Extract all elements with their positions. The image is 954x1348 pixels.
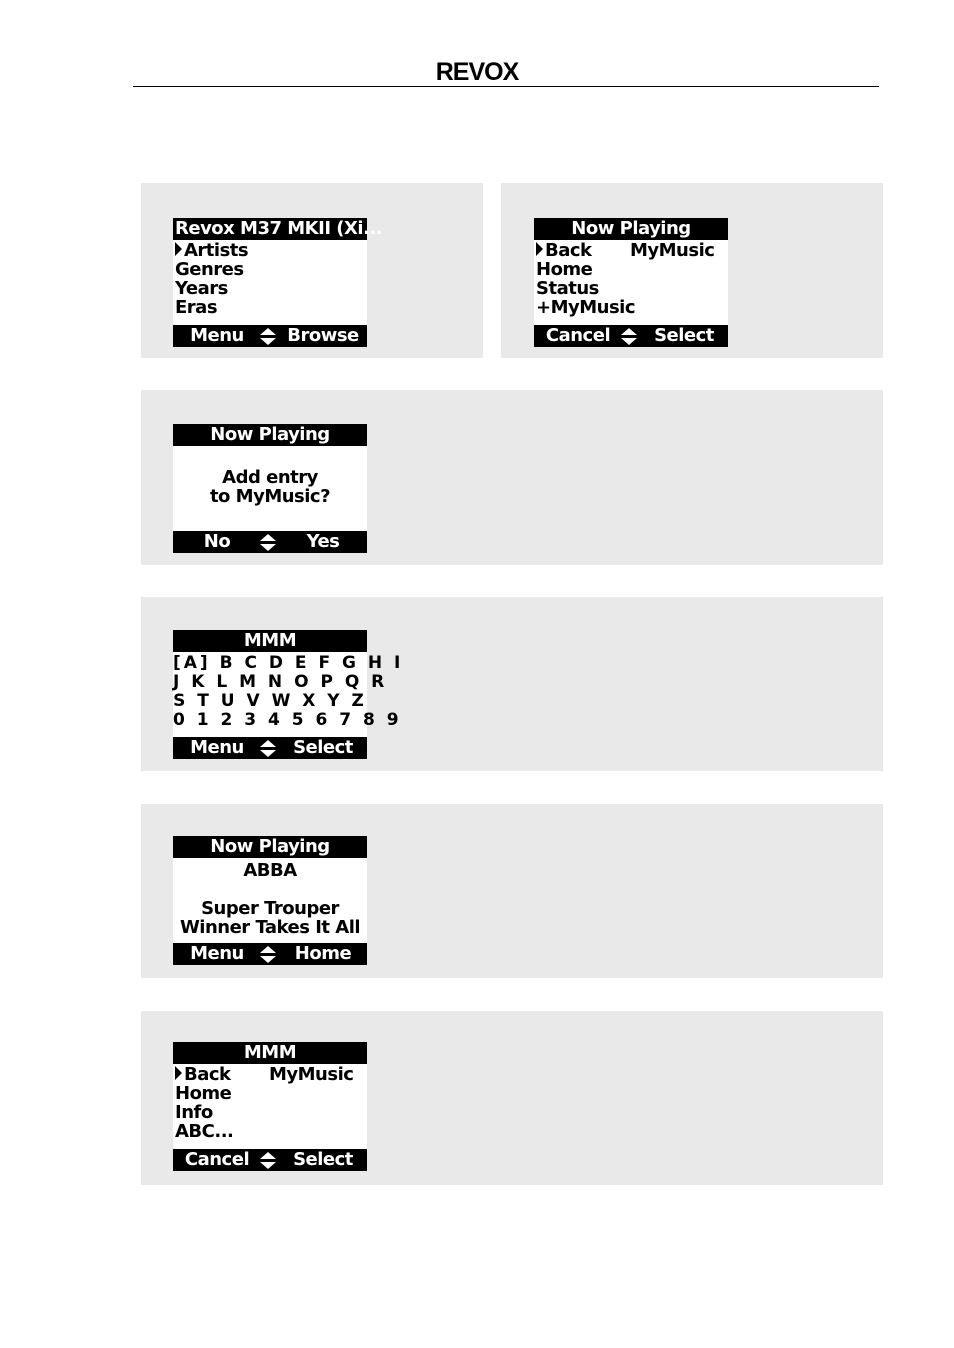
- lcd-screen-mmm-menu: [173, 1042, 367, 1171]
- menu-item-years: Years: [175, 278, 228, 299]
- menu-item-home: Home: [536, 259, 593, 280]
- header-rule: [133, 86, 879, 87]
- menu-item-back: Back MyMusic: [175, 1065, 233, 1084]
- artist-name: ABBA: [243, 860, 297, 881]
- keyboard-row-1: [A] B C D E F G H I: [173, 653, 404, 673]
- softkey-right: Select: [293, 737, 353, 758]
- lcd-screen-add-entry: [173, 424, 367, 553]
- lcd-softkey-bar: [534, 325, 728, 347]
- lcd-screen-now-playing-menu: [534, 218, 728, 347]
- menu-item-genres: Genres: [175, 259, 244, 280]
- lcd-title: Now Playing: [173, 424, 367, 446]
- blank-line: [173, 880, 367, 899]
- lcd-screen-browse: [173, 218, 383, 347]
- logo-text: REVOX: [435, 58, 519, 86]
- softkey-right: Browse: [287, 325, 359, 346]
- cursor-arrow-icon: [175, 1066, 182, 1080]
- menu-item-info: Info: [175, 1102, 213, 1123]
- revox-logo: [0, 58, 954, 86]
- lcd-softkey-bar: [173, 325, 367, 347]
- lcd-softkey-bar: [173, 1149, 367, 1171]
- lcd-title: MMM: [173, 1042, 367, 1064]
- menu-item-add-mymusic: +MyMusic: [536, 297, 636, 318]
- up-down-arrow-icon: [260, 534, 276, 551]
- cursor-arrow-icon: [536, 242, 543, 256]
- softkey-left: No: [203, 531, 231, 552]
- menu-item-status: Status: [536, 278, 599, 299]
- softkey-right: Yes: [306, 531, 340, 552]
- lcd-screen-now-playing: [173, 836, 367, 965]
- lcd-title: Now Playing: [534, 218, 728, 240]
- lcd-softkey-bar: [173, 531, 367, 553]
- softkey-left: Menu: [190, 943, 244, 964]
- softkey-right: Select: [654, 325, 714, 346]
- softkey-left: Menu: [190, 737, 244, 758]
- up-down-arrow-icon: [260, 740, 276, 757]
- lcd-title: Now Playing: [173, 836, 367, 858]
- lcd-softkey-bar: [173, 943, 367, 965]
- up-down-arrow-icon: [260, 1152, 276, 1169]
- lcd-softkey-bar: [173, 737, 367, 759]
- keyboard-row-3: S T U V W X Y Z: [173, 691, 367, 711]
- up-down-arrow-icon: [260, 328, 276, 345]
- menu-item-eras: Eras: [175, 297, 218, 318]
- up-down-arrow-icon: [260, 946, 276, 963]
- softkey-right: Select: [293, 1149, 353, 1170]
- keyboard-row-2: J K L M N O P Q R: [173, 672, 388, 692]
- dialog-line-1: Add entry: [222, 467, 318, 488]
- menu-item-home: Home: [175, 1083, 232, 1104]
- lcd-screen-keyboard: [173, 630, 404, 759]
- softkey-left: Cancel: [184, 1149, 250, 1170]
- menu-item-artists: Artists: [175, 241, 248, 260]
- softkey-right: Home: [294, 943, 352, 964]
- dialog-line-2: to MyMusic?: [209, 486, 331, 507]
- context-label: MyMusic: [269, 1064, 354, 1085]
- softkey-left: Menu: [190, 325, 244, 346]
- album-name: Super Trouper: [201, 898, 339, 919]
- lcd-title: MMM: [173, 630, 367, 652]
- menu-item-back: Back MyMusic: [536, 241, 635, 260]
- context-label: MyMusic: [630, 240, 715, 261]
- keyboard-row-4: 0 1 2 3 4 5 6 7 8 9: [173, 710, 402, 730]
- lcd-title: Revox M37 MKII (Xi...: [175, 218, 383, 239]
- track-name: Winner Takes It All: [179, 917, 361, 938]
- softkey-left: Cancel: [545, 325, 611, 346]
- menu-item-abc: ABC...: [175, 1121, 234, 1142]
- up-down-arrow-icon: [621, 328, 637, 345]
- cursor-arrow-icon: [175, 242, 182, 256]
